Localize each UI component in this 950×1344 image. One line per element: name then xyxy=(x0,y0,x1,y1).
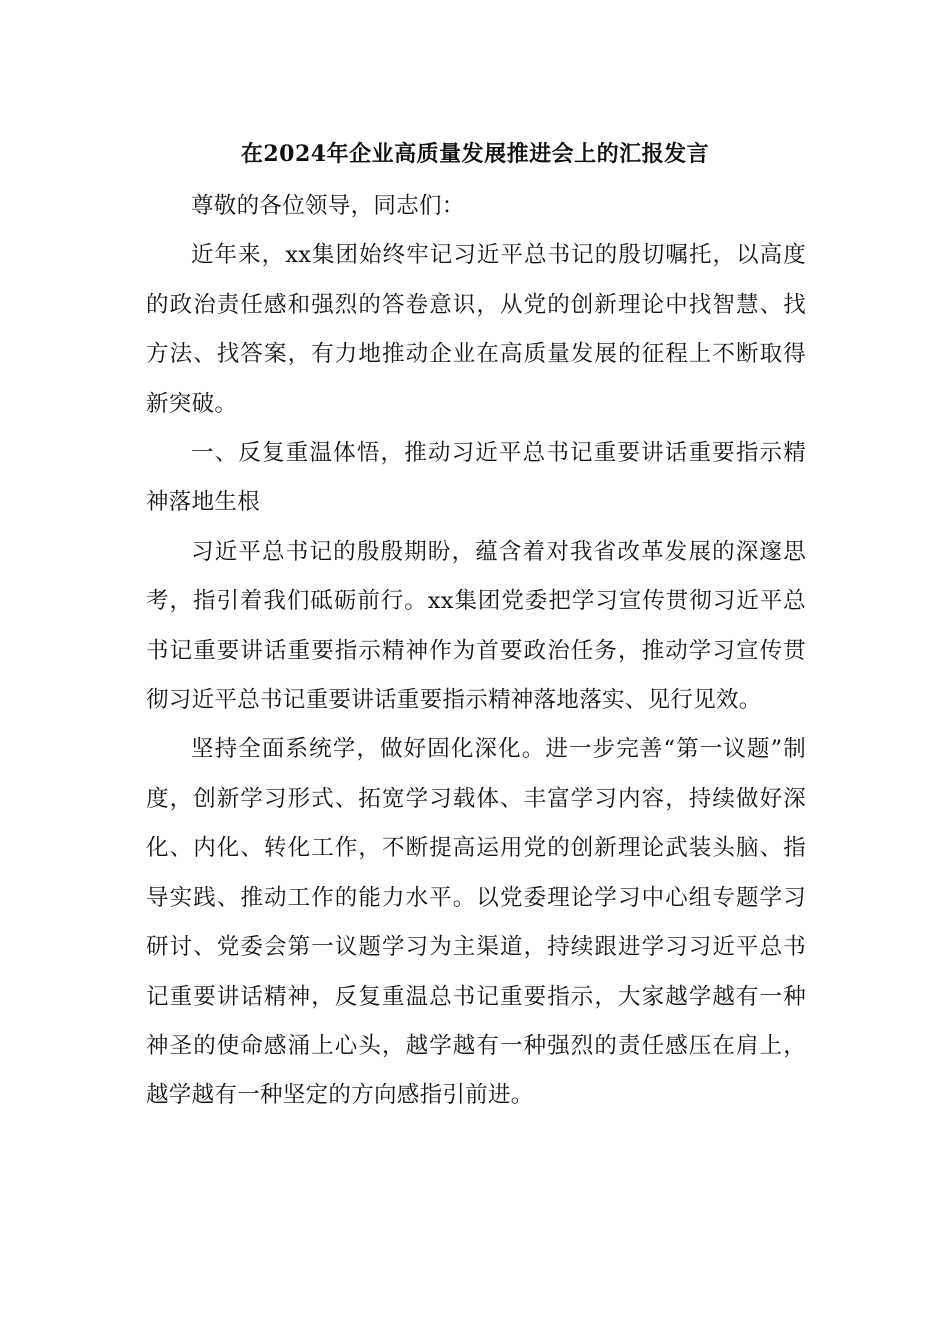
paragraph-section-1-intro: 习近平总书记的殷殷期盼，蕴含着对我省改革发展的深邃思考，指引着我们砥砺前行。xx集团党委把学习宣传贯彻习近平总书记重要讲话重要指示精神作为首要政治任务，推动学习宣传贯彻习近平总书记重要讲话重要指示精神落地落实、见行见效。 xyxy=(146,538,806,714)
salutation: 尊敬的各位领导，同志们： xyxy=(191,193,465,219)
section-heading-1: 一、反复重温体悟，推动习近平总书记重要讲话重要指示精神落地生根 xyxy=(146,440,806,516)
paragraph-intro: 近年来，xx集团始终牢记习近平总书记的殷切嘱托，以高度的政治责任感和强烈的答卷意识，从党的创新理论中找智慧、找方法、找答案，有力地推动企业在高质量发展的征程上不断取得新突破。 xyxy=(146,242,806,417)
document-body xyxy=(146,182,806,1121)
paragraph-study-system: 坚持全面系统学，做好固化深化。进一步完善“第一议题”制度，创新学习形式、拓宽学习载体、丰富学习内容，持续做好深化、内化、转化工作，不断提高运用党的创新理论武装头脑、指导实践、推动工作的能力水平。以党委理论学习中心组专题学习研讨、党委会第一议题学习为主渠道，持续跟进学习习近平总书记重要讲话精神，反复重温总书记重要指示，大家越学越有一种神圣的使命感涌上心头，越学越有一种强烈的责任感压在肩上，越学越有一种坚定的方向感指引前进。 xyxy=(146,736,806,1109)
document-title: 在2024年企业高质量发展推进会上的汇报发言 xyxy=(240,141,710,167)
